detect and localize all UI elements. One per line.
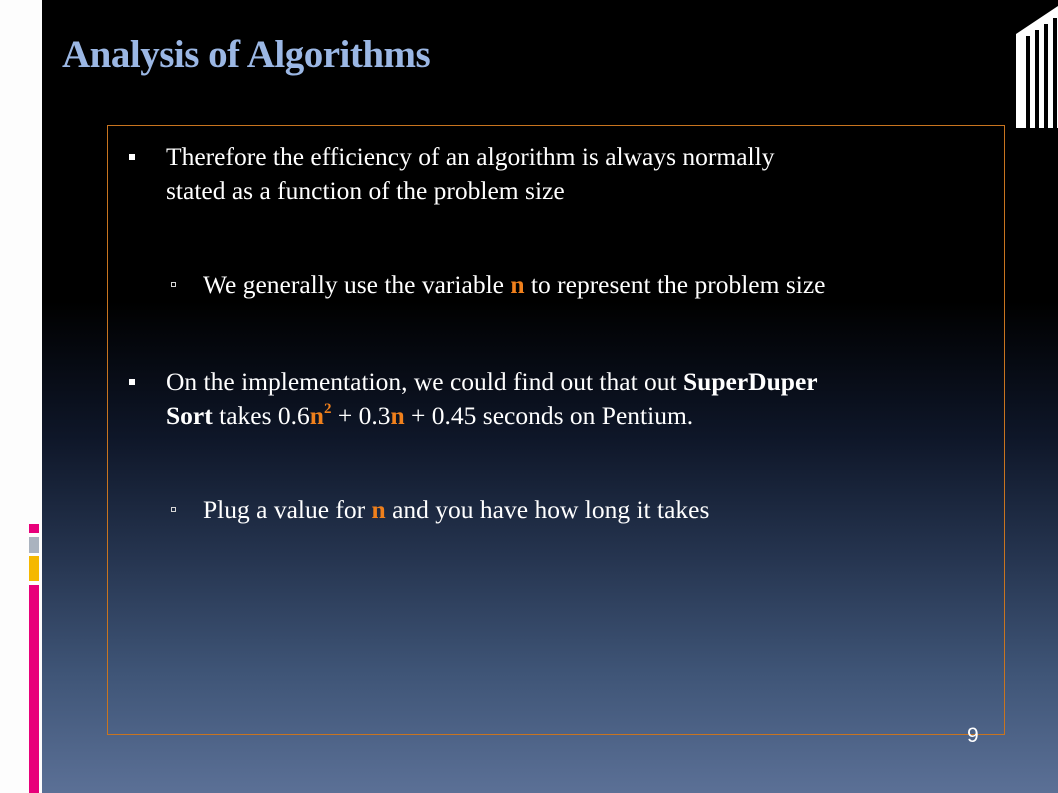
- superduper-bold: SuperDuper: [683, 367, 818, 396]
- corner-stripe: [1044, 24, 1048, 128]
- bullet-2-text: [166, 365, 818, 433]
- bullet-2-line-1: [166, 365, 818, 399]
- bullet-2-line-2-b: + 0.3: [331, 401, 391, 430]
- variable-n: n: [371, 495, 386, 524]
- sub-bullet-1-pre: We generally use the variable: [203, 270, 511, 299]
- sub-bullet-2-post: and you have how long it takes: [385, 495, 710, 524]
- corner-stripe: [1035, 30, 1039, 128]
- deco-pink-bar: [29, 585, 39, 793]
- sort-bold: Sort: [166, 401, 213, 430]
- corner-stripe: [1053, 18, 1057, 128]
- exponent: 2: [323, 401, 332, 417]
- slide-number: 9: [967, 724, 979, 747]
- bullet-1-line-2: stated as a function of the problem size: [166, 176, 565, 205]
- sub-bullet-2-pre: Plug a value for: [203, 495, 372, 524]
- variable-n-squared: n: [309, 401, 324, 430]
- variable-n-linear: n: [390, 401, 405, 430]
- bullet-1-text: [166, 140, 774, 208]
- deco-pink-square: [29, 524, 39, 533]
- bullet-2-line-1-pre: On the implementation, we could find out that out: [166, 367, 683, 396]
- sub-bullet-icon: [171, 282, 176, 287]
- deco-gray-bar: [29, 537, 39, 553]
- sub-bullet-2-text: [203, 493, 709, 527]
- bullet-square-icon: [129, 154, 135, 160]
- slide-title: Analysis of Algorithms: [62, 33, 431, 76]
- sub-bullet-1-text: [203, 268, 825, 302]
- window-corner-decoration: [1012, 6, 1058, 128]
- corner-stripe: [1026, 36, 1030, 128]
- deco-yellow-bar: [29, 556, 39, 581]
- bullet-2-line-2-a: takes 0.6: [212, 401, 310, 430]
- bullet-square-icon: [129, 379, 135, 385]
- bullet-1-line-1: Therefore the efficiency of an algorithm is always normally: [166, 142, 775, 171]
- bullet-2-line-2-c: + 0.45 seconds on Pentium.: [404, 401, 694, 430]
- sub-bullet-1-post: to represent the problem size: [524, 270, 826, 299]
- bullet-2-line-2: [166, 399, 818, 433]
- sub-bullet-icon: [171, 507, 176, 512]
- variable-n: n: [510, 270, 525, 299]
